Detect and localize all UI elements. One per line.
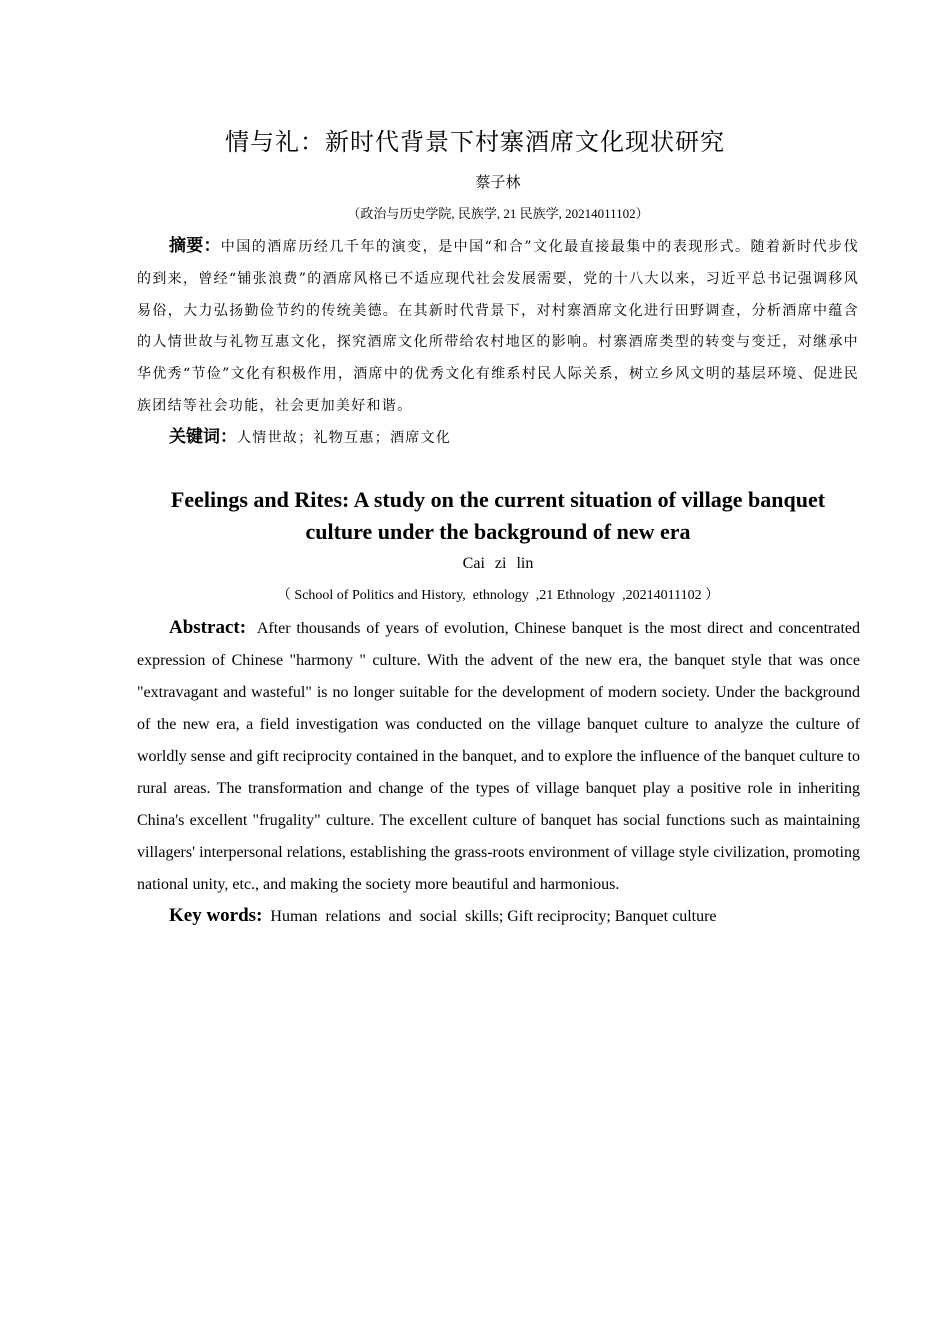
english-abstract	[137, 612, 860, 901]
english-keywords	[169, 900, 859, 933]
english-keywords-label: Key words:	[169, 905, 263, 926]
english-keywords-text: Human relations and social skills; Gift reciprocity; Banquet culture	[270, 908, 717, 925]
chinese-abstract-text: 中国的酒席历经几千年的演变，是中国“和合”文化最直接最集中的表现形式。随着新时代步伐的到来，曾经“铺张浪费”的酒席风格已不适应现代社会发展需要，党的十八大以来，习近平总书记强调移风易俗，大力弘扬勤俭节约的传统美德。在其新时代背景下，对村寨酒席文化进行田野调查，分析酒席中蕴含的人情世故与礼物互惠文化，探究酒席文化所带给农村地区的影响。村寨酒席类型的转变与变迁，对继承中华优秀“节俭”文化有积极作用，酒席中的优秀文化有维系村民人际关系，树立乡风文明的基层环境、促进民族团结等社会功能，社会更加美好和谐。	[137, 239, 859, 414]
chinese-author: 蔡子林	[475, 173, 521, 191]
chinese-keywords-label: 关键词：	[169, 427, 237, 447]
english-title: Feelings and Rites: A study on the current situation of village banquet culture under the background of new era	[170, 487, 826, 544]
english-abstract-label: Abstract:	[169, 617, 247, 638]
english-affiliation: （ School of Politics and History, ethnology ,21 Ethnology ,20214011102 ）	[276, 588, 720, 603]
chinese-abstract	[137, 231, 859, 423]
english-abstract-text: After thousands of years of evolution, Chinese banquet is the most direct and concentrated expression of Chinese "harmony " culture. With the advent of the new era, the banquet style that was once "extravagant and wasteful" is no longer suitable for the development of modern society. Under the background of the new era, a field investigation was conducted on the village banquet culture to analyze the culture of worldly sense and gift reciprocity contained in the banquet, and to explore the influence of the banquet culture to rural areas. The transformation and change of the types of village banquet play a positive role in inheriting China's excellent "frugality" culture. The excellent culture of banquet has social functions such as maintaining villagers' interpersonal relations, establishing the grass-roots environment of village style civilization, promoting national unity, etc., and making the society more beautiful and harmonious.	[137, 620, 860, 893]
english-author: Cai zi lin	[462, 555, 534, 572]
chinese-keywords-text: 人情世故；礼物互惠；酒席文化	[237, 430, 452, 446]
chinese-title: 情与礼：新时代背景下村寨酒席文化现状研究	[225, 128, 725, 156]
chinese-affiliation: （政治与历史学院, 民族学, 21 民族学, 20214011102）	[347, 206, 649, 221]
chinese-keywords	[169, 422, 859, 453]
chinese-abstract-label: 摘要：	[169, 236, 221, 256]
